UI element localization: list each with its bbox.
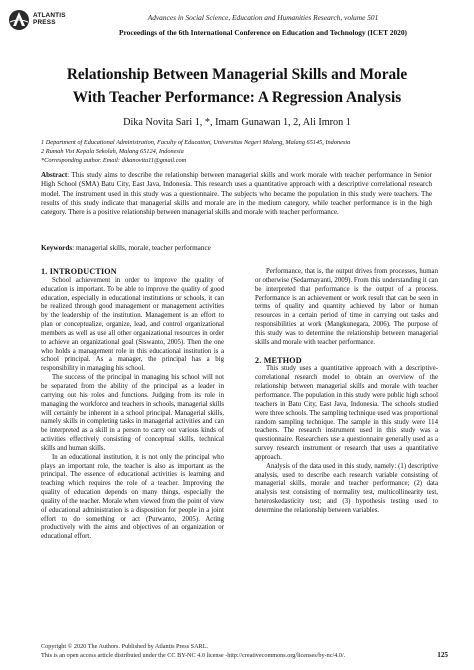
- left-column: [41, 268, 224, 542]
- journal-line: Advances in Social Science, Education and Humanities Research, volume 501: [147, 13, 379, 22]
- introduction-heading: 1. INTRODUCTION: [41, 267, 117, 276]
- affiliation-1: 1 Department of Educational Administration, Faculty of Education, Universitas Negeri Malang, Malang 65145, Indonesia: [41, 139, 351, 146]
- keywords-label: Keywords: [41, 244, 73, 252]
- logo-text-line-1: ATLANTIS: [33, 12, 66, 19]
- license-notice: This is an open access article distributed under the CC BY-NC 4.0 license -http://creativecommons.org/licenses/by-nc/4.0/.: [41, 652, 346, 659]
- title-line-1: Relationship Between Managerial Skills and Morale: [66, 66, 408, 83]
- abstract-text: : This study aims to describe the relationship between managerial skills and work morale with teacher performance in Senior High School (SMA) Batu City, East Java, Indonesia. This research uses a quantitative approach with a descriptive correlational research model. The instrument used in this study was a questionnaire. The subjects who became the population in this study were teachers. The results of this study indicate that managerial skills and morale are in the medium category, while teacher performance is in the high category. There is a positive relationship between managerial skills and morale with teacher performance.: [41, 171, 432, 217]
- copyright-notice: Copyright © 2020 The Authors. Published by Atlantis Press SARL.: [41, 643, 209, 650]
- affiliation-2: 2 Rumah Visi Kepala Sekolah, Malang 65124, Indonesia: [41, 148, 184, 155]
- paper-title: [20, 63, 454, 109]
- page-number: 125: [437, 651, 448, 659]
- method-heading: 2. METHOD: [255, 355, 302, 365]
- author-list: Dika Novita Sari 1, *, Imam Gunawan 1, 2, Ali Imron 1: [123, 117, 351, 128]
- logo-text-line-2: PRESS: [33, 19, 56, 26]
- title-line-2: With Teacher Performance: A Regression Analysis: [72, 89, 402, 106]
- intro-paragraph-1: School achievement in order to improve the quality of education is important. To be able to improve the quality of good education, especially in educational institutions or schools, it can be realized through good management or management activities by the leadership of the institution. Management is an effort to plan or conceptualize, organize, lead, and control organizational members as well as use all other organizational resources in order to achieve an organizational goal (Siswanto, 2005). Then the one who holds a management role in this educational institution is a school principal. As a manager, the principal has a big responsibility in managing his school.: [41, 276, 224, 373]
- intro-paragraph-3: In an educational institution, it is not only the principal who plays an important role, the teacher is also as important as the principal. The essence of educational activities is learning and teaching which requires the role of a teacher. Improving the quality of education depends on many things, especially the quality of the teacher. Morale when viewed from the point of view of educational administration is a disposition for people in a joint effort to do something or act (Purwanto, 2005). Acting productively with the aims and objectives of an organization or educational effort.: [41, 453, 224, 541]
- intro-paragraph-2: The success of the principal in managing his school will not be separated from the ability of the principal as a leader in carrying out his roles and functions. Judging from its role in managing the workforce and teachers in schools, managerial skills will certainly be inherent in a school principal. Managerial skills, namely skills in completing tasks in managerial activities and can be interpreted as a skill in a person to carry out various kinds of activities effectively consisting of conceptual skills, technical skills and human skills.: [41, 374, 224, 452]
- abstract-label: Abstract: [41, 171, 68, 179]
- keywords-text: : managerial skills, morale, teacher performance: [72, 244, 211, 252]
- abstract: [41, 171, 432, 217]
- proceedings-line: Proceedings of the 6th International Conference on Education and Technology (ICET 2020): [118, 28, 408, 37]
- intro-paragraph-4: Performance, that is, the output drives from processes, human or otherwise (Sedarmayanti, 2009). From this understanding it can be interpreted that performance is the output of a process. Performance is an achievement or work result that can be seen in terms of quality and quantity achieved by labor or human resources in a certain period of time in carrying out tasks and responsibilities at work (Mangkunegara, 2006). The purpose of this study was to determine the relationship between managerial skills and morale with teacher performance.: [255, 268, 438, 346]
- atlantis-press-logo-icon: [8, 9, 30, 31]
- corresponding-author: *Corresponding author. Email: dikanovita11@gmail.com: [41, 157, 187, 164]
- method-paragraph-2: Analysis of the data used in this study, namely: (1) descriptive analysis, used to describe each research variable consisting of managerial skills, morale and teacher performance; (2) data analysis test consisting of normality test, multicollinearity test, heteroskedasticity test; and (3) hypothesis testing used to determine the relationship between variables.: [255, 462, 438, 514]
- method-paragraph-1: This study uses a quantitative approach with a descriptive-correlational research model to obtain an overview of the relationship between managerial skills and morale with teacher performance. The population in this study were public high school teachers in Batu City, East Java, Indonesia. The schools studied were three schools. The sampling technique used was proportional random sampling technique. The sample in this study were 114 teachers. The research instrument used in this study was a questionnaire. Researchers use a questionnaire generally used as a survey research instrument or research that uses a quantitative approach.: [255, 365, 438, 461]
- keywords: [41, 244, 432, 252]
- right-column: [255, 268, 438, 516]
